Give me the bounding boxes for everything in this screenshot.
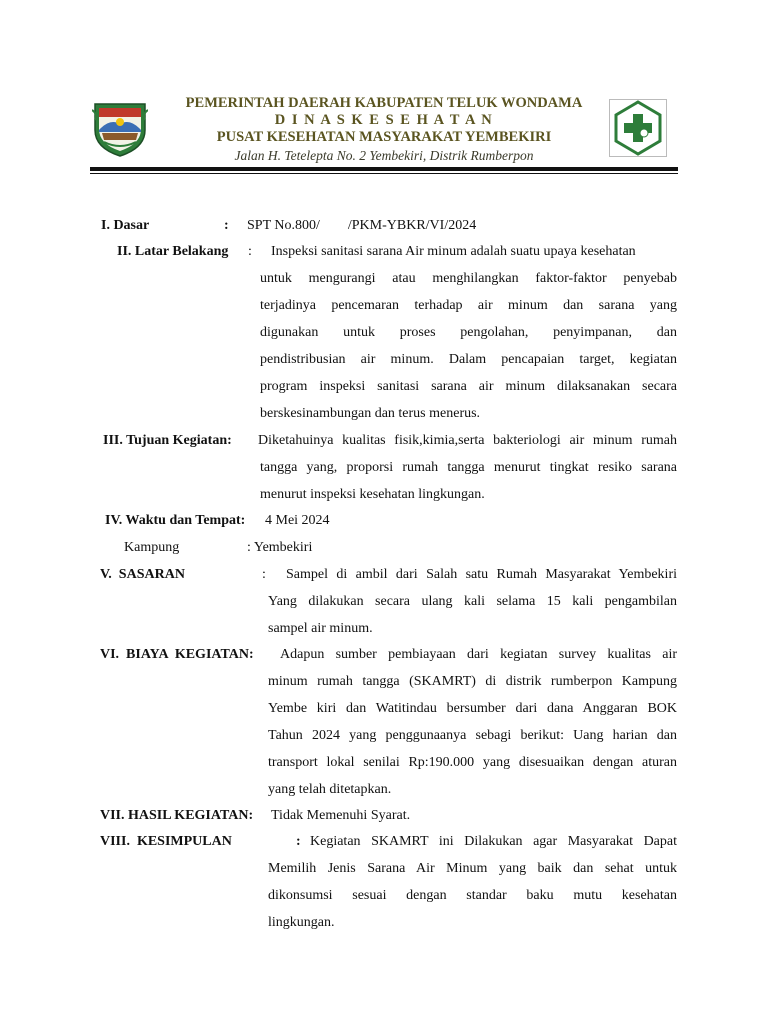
header-address: Jalan H. Tetelepta No. 2 Yembekiri, Distrik Rumberpon [234,148,534,163]
paragraph-line: Kegiatan SKAMRT ini Dilakukan agar Masyarakat Dapat [310,834,677,849]
paragraph-line: tangga yang, proporsi rumah tangga menurut tingkat resiko sarana [260,460,677,475]
section-dasar-value: SPT No.800/ /PKM-YBKR/VI/2024 [247,218,477,233]
section-kesimpulan-colon: : [296,834,301,849]
section-kesimpulan-label: VIII. KESIMPULAN [100,834,232,849]
section-waktu-label: IV. Waktu dan Tempat: [105,513,246,528]
puskesmas-cross-logo-icon [609,99,667,157]
section-tujuan-body [258,427,677,508]
paragraph-line: Memilih Jenis Sarana Air Minum yang baik dan sehat untuk [268,861,677,876]
paragraph-line: pendistribusian air minum. Dalam pencapaian target, kegiatan [260,352,677,367]
section-hasil-value: Tidak Memenuhi Syarat. [271,808,411,823]
section-sasaran-body [268,561,677,642]
section-dasar-label: I. Dasar [101,218,150,233]
header-government-line: PEMERINTAH DAERAH KABUPATEN TELUK WONDAMA [185,95,583,111]
paragraph-line: Yembe kiri dan Watitindau bersumber dari dana Anggaran BOK [268,701,677,716]
section-kesimpulan-body [268,855,677,936]
section-biaya-body [268,668,677,803]
kampung-label: Kampung [124,540,180,555]
paragraph-line: minum rumah tangga (SKAMRT) di distrik rumberpon Kampung [268,674,677,689]
paragraph-line: yang telah ditetapkan. [268,782,392,797]
paragraph-line: Adapun sumber pembiayaan dari kegiatan survey kualitas air [280,647,677,662]
paragraph-line: Tahun 2024 yang penggunaanya sebagi berikut: Uang harian dan [268,728,677,743]
header-puskesmas-line: PUSAT KESEHATAN MASYARAKAT YEMBEKIRI [216,129,552,145]
section-biaya-first-line [280,641,677,668]
paragraph-line: sampel air minum. [268,621,373,636]
section-waktu-value: 4 Mei 2024 [265,513,330,528]
section-tujuan-label: III. Tujuan Kegiatan: [103,433,232,448]
section-biaya-label: VI. BIAYA KEGIATAN: [100,647,254,662]
paragraph-line: program inspeksi sanitasi sarana air minum dilaksanakan secara [260,379,677,394]
section-sasaran-label: V. SASARAN [100,567,185,582]
paragraph-line: berskesinambungan dan terus menerus. [260,406,481,421]
paragraph-line: Yang dilakukan secara ulang kali selama 15 kali pengambilan [268,594,677,609]
paragraph-line: terjadinya pencemaran terhadap air minum dan sarana yang [260,298,677,313]
header-divider-thin [90,173,678,174]
section-latar-body [260,238,677,427]
paragraph-line: digunakan untuk proses pengolahan, penyimpanan, dan [260,325,677,340]
paragraph-line: menurut inspeksi kesehatan lingkungan. [260,487,485,502]
paragraph-line: Diketahuinya kualitas fisik,kimia,serta bakteriologi air minum rumah [258,433,677,448]
paragraph-line: transport lokal senilai Rp:190.000 yang disesuaikan dengan aturan [268,755,677,770]
section-latar-colon: : [248,244,252,259]
kampung-value: : Yembekiri [247,540,313,555]
header-divider-thick [90,167,678,171]
section-kesimpulan-first-line [310,828,677,855]
paragraph-line: dikonsumsi sesuai dengan standar baku mutu kesehatan [268,888,677,903]
section-latar-label: II. Latar Belakang [117,244,229,259]
paragraph-line: Inspeksi sanitasi sarana Air minum adalah suatu upaya kesehatan [271,244,636,259]
paragraph-line: lingkungan. [268,915,335,930]
section-dasar-colon: : [224,218,229,233]
paragraph-line: Sampel di ambil dari Salah satu Rumah Masyarakat Yembekiri [286,567,677,582]
header-department-line: D I N A S K E S E H A T A N [274,112,494,128]
section-sasaran-colon: : [262,567,266,582]
section-hasil-label: VII. HASIL KEGIATAN: [100,808,254,823]
paragraph-line: untuk mengurangi atau menghilangkan faktor-faktor penyebab [260,271,677,286]
